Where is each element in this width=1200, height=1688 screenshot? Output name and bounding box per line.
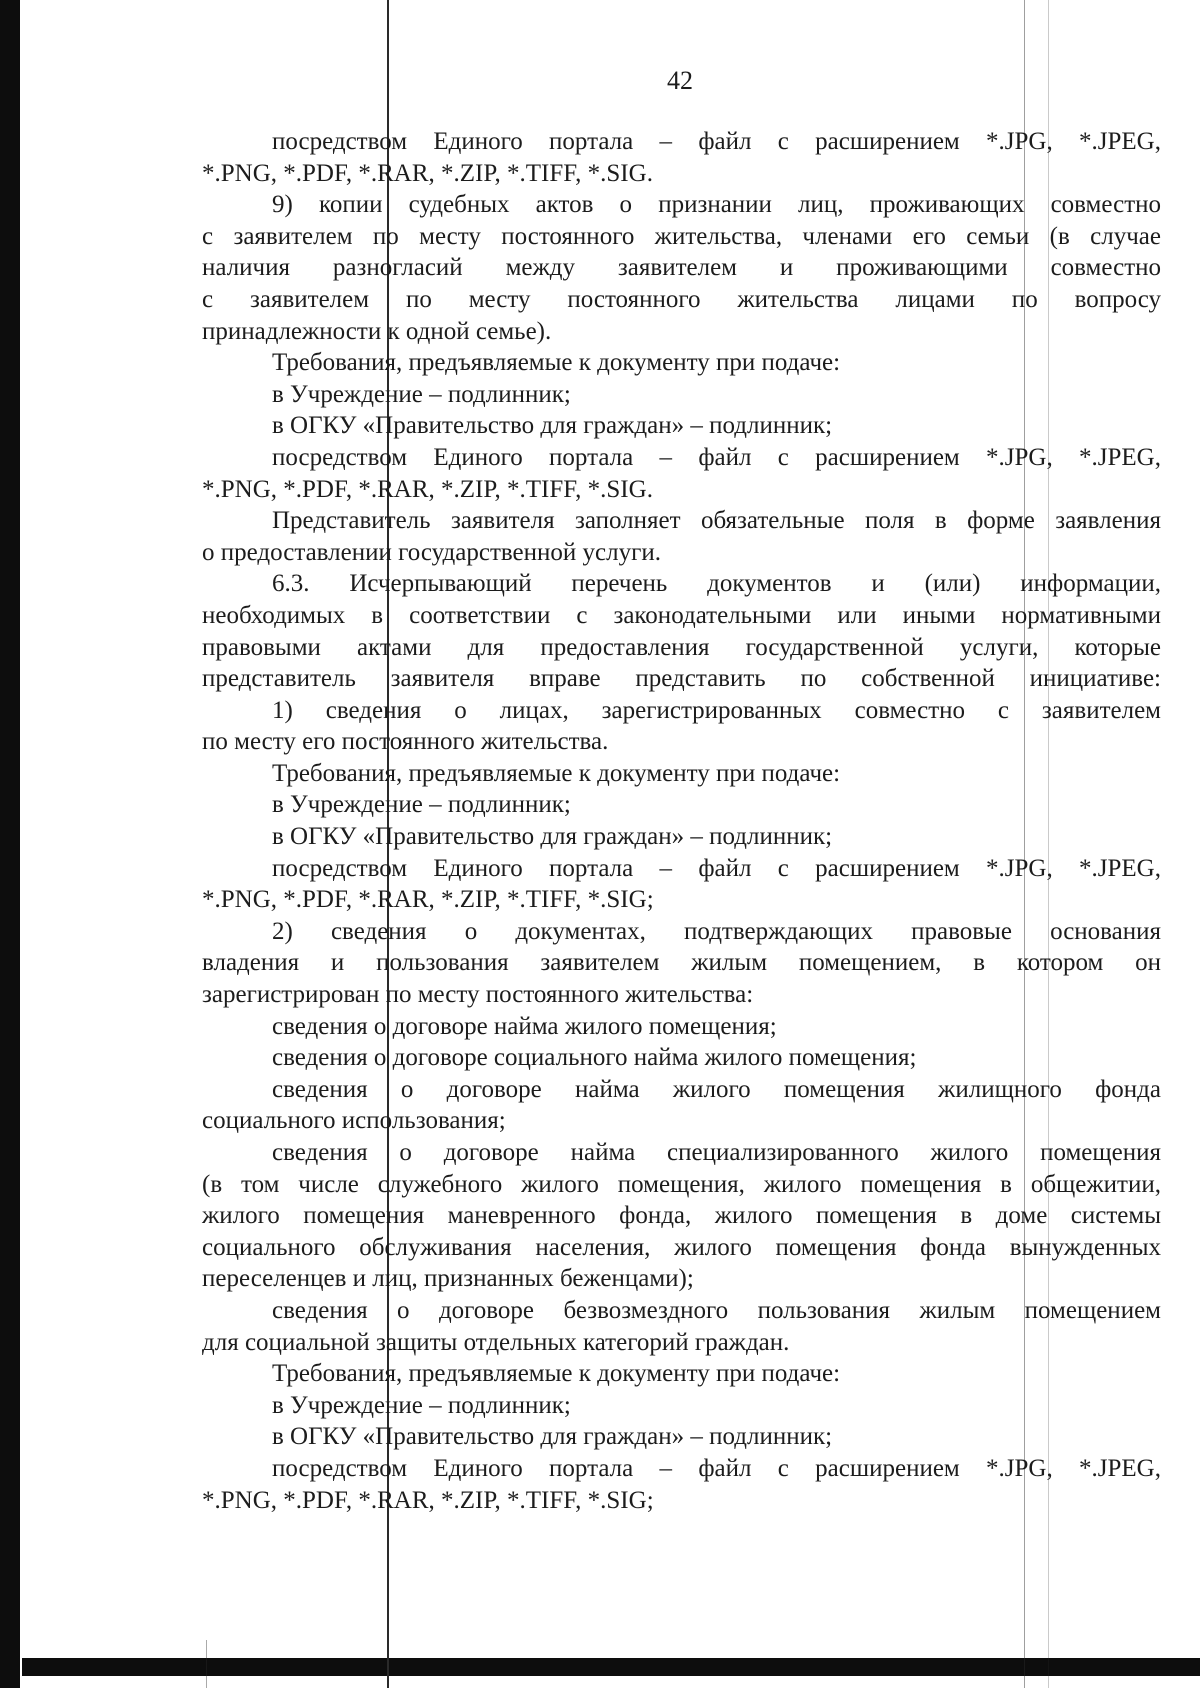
text-line: посредством Единого портала – файл с расширением *.JPG, *.JPEG, [272, 854, 1161, 882]
text-line: *.PNG, *.PDF, *.RAR, *.ZIP, *.TIFF, *.SIG; [202, 1486, 654, 1514]
text-line: жилого помещения маневренного фонда, жилого помещения в доме системы [202, 1202, 1161, 1230]
text-line: принадлежности к одной семье). [202, 317, 552, 345]
text-line: с заявителем по месту постоянного жительства лицами по вопросу [202, 285, 1161, 313]
text-line: сведения о договоре найма жилого помещения; [272, 1012, 777, 1040]
text-line: в Учреждение – подлинник; [272, 1391, 571, 1419]
text-line: 1) сведения о лицах, зарегистрированных совместно с заявителем [272, 696, 1161, 724]
scan-artifact-line [206, 1640, 207, 1688]
text-line: (в том числе служебного жилого помещения, жилого помещения в общежитии, [202, 1170, 1161, 1198]
text-line: представитель заявителя вправе представить по собственной инициативе: [202, 665, 1161, 693]
text-line: в ОГКУ «Правительство для граждан» – подлинник; [272, 1423, 833, 1451]
text-line: необходимых в соответствии с законодательными или иными нормативными [202, 601, 1161, 629]
page-number: 42 [667, 66, 693, 95]
text-line: 6.3. Исчерпывающий перечень документов и (или) информации, [272, 570, 1161, 598]
text-line: социального использования; [202, 1107, 506, 1135]
text-line: 9) копии судебных актов о признании лиц, проживающих совместно [272, 191, 1161, 219]
document-body [202, 126, 1161, 1516]
text-line: в Учреждение – подлинник; [272, 791, 571, 819]
text-line: Требования, предъявляемые к документу при подаче: [272, 1360, 841, 1388]
text-line: с заявителем по месту постоянного жительства, членами его семьи (в случае [202, 222, 1161, 250]
text-line: Требования, предъявляемые к документу при подаче: [272, 349, 841, 377]
text-line: сведения о договоре безвозмездного пользования жилым помещением [272, 1296, 1161, 1324]
text-line: посредством Единого портала – файл с расширением *.JPG, *.JPEG, [272, 1454, 1161, 1482]
text-line: наличия разногласий между заявителем и проживающими совместно [202, 254, 1161, 282]
text-line: сведения о договоре найма жилого помещения жилищного фонда [272, 1075, 1161, 1103]
text-line: в Учреждение – подлинник; [272, 380, 571, 408]
text-line: о предоставлении государственной услуги. [202, 538, 661, 566]
text-line: посредством Единого портала – файл с расширением *.JPG, *.JPEG, [272, 128, 1161, 155]
text-line: посредством Единого портала – файл с расширением *.JPG, *.JPEG, [272, 443, 1161, 471]
text-line: зарегистрирован по месту постоянного жительства: [202, 981, 754, 1009]
text-line: переселенцев и лиц, признанных беженцами); [202, 1265, 694, 1293]
text-line: социального обслуживания населения, жилого помещения фонда вынужденных [202, 1233, 1161, 1261]
text-line: сведения о договоре социального найма жилого помещения; [272, 1044, 917, 1072]
text-line: 2) сведения о документах, подтверждающих правовые основания [272, 917, 1161, 945]
text-line: в ОГКУ «Правительство для граждан» – подлинник; [272, 412, 833, 440]
text-line: правовыми актами для предоставления государственной услуги, которые [202, 633, 1161, 661]
text-line: *.PNG, *.PDF, *.RAR, *.ZIP, *.TIFF, *.SIG. [202, 475, 653, 503]
text-line: *.PNG, *.PDF, *.RAR, *.ZIP, *.TIFF, *.SIG; [202, 886, 654, 914]
text-line: владения и пользования заявителем жилым помещением, в котором он [202, 949, 1161, 977]
text-line: в ОГКУ «Правительство для граждан» – подлинник; [272, 823, 833, 851]
text-line: *.PNG, *.PDF, *.RAR, *.ZIP, *.TIFF, *.SIG. [202, 159, 653, 187]
text-line: для социальной защиты отдельных категорий граждан. [202, 1328, 790, 1356]
text-line: Представитель заявителя заполняет обязательные поля в форме заявления [272, 507, 1161, 535]
text-line: по месту его постоянного жительства. [202, 728, 609, 756]
text-line: Требования, предъявляемые к документу при подаче: [272, 759, 841, 787]
text-line: сведения о договоре найма специализированного жилого помещения [272, 1139, 1161, 1166]
scan-left-edge [0, 0, 20, 1688]
